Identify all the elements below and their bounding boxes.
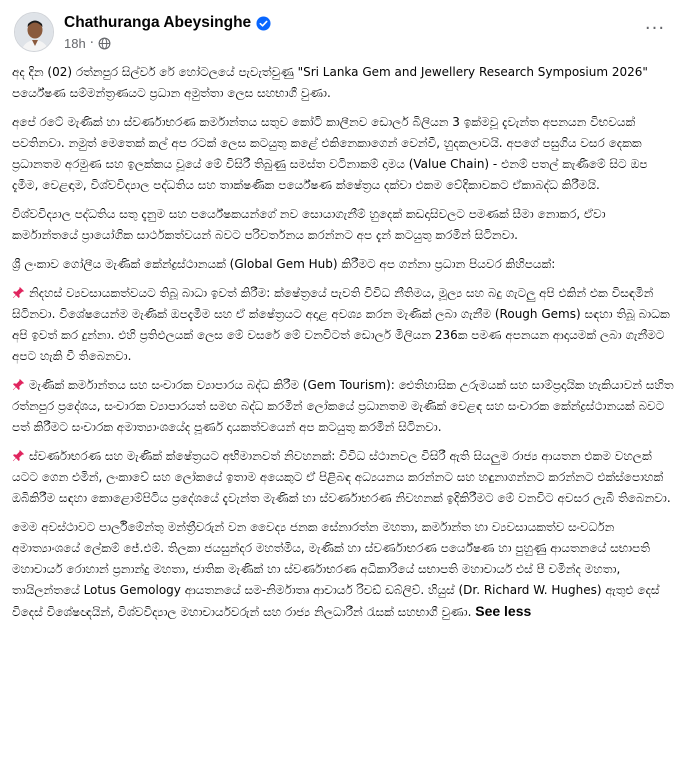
post-paragraph-bullet <box>12 446 674 509</box>
post-paragraph: අද දින (02) රත්නපුර සිල්වර් රේ හෝටලයේ පැවැත්වුණු "Sri Lanka Gem and Jewellery Research Symposium 2026" පර්යේෂණ සම්මන්ත්‍රණයට ප්‍රධාන අමුත්තා ලෙස සහභාගී වුණා. <box>12 65 648 100</box>
post-timestamp[interactable]: 18h <box>64 36 86 51</box>
more-options-icon[interactable]: ··· <box>644 17 666 39</box>
post-text <box>12 62 674 631</box>
bullet-text: ස්වර්ණාභරණ සහ මැණික් ක්ෂේත්‍රයට අභිමානවත් නිවහනක්: විවිධ ස්ථානවල විසිරී ඇති සියලුම රාජ්‍ය ආයතන එකම වහලක් යටට ගෙන එමින්, ලංකාවේ සහ ලෝකයේ ඉතාම අයෙකුට ඒ පිළිබඳ අධ්‍යයනය කරන්නට සහ හඳුනාගන්නට කරන්නට එක්ස්පොහක් ඔබිකිරීම සඳහා කොළොම්පිටිය ප්‍රදේශයේ දැවැන්ත මැණික් හා ස්වර්ණාභරණ නිවහනක් ඉදිකිරීමට මේ වනවිට අවසර ලැබී තිබෙනවා. <box>12 449 671 505</box>
pushpin-icon <box>12 449 25 462</box>
post-paragraph-bullet <box>12 283 674 367</box>
author-name[interactable]: Chathuranga Abeysinghe <box>64 14 252 31</box>
author-row <box>64 14 271 32</box>
see-less-link[interactable]: See less <box>475 603 532 619</box>
bullet-text: නිදහස් ව්‍යවසායකත්වයට තිබූ බාධා ඉවත් කිරීම: ක්ෂේත්‍රයේ පැවති විවිධ නීතිමය, මූල්‍ය සහ බදු ගැටලු අපි එකින් එක විසඳමින් සිටිනවා. විශේෂයෙන්ම මැණික් ඔපදැමීම සහ ඒ ක්ෂේත්‍රයට අදාළ අවශ්‍ය කරන මැණික් ලබා ගැනීම (Rough Gems) සඳහා තිබූ බාධක අපි ඉවත් කර දුන්නා. එහි ප්‍රතිඵලයක් ලෙස මේ වසරේ මේ වනවිටත් ඩොලර් මිලියන 236ක පමණ අපනයන ආදායමක් ලබා ගැනීමට අපට හැකි වී තිබෙනවා. <box>12 286 670 363</box>
post-paragraph <box>12 517 674 623</box>
avatar-image <box>15 13 54 52</box>
verified-badge-icon <box>256 16 271 31</box>
post-paragraph-bullet <box>12 375 674 438</box>
meta-separator: · <box>89 36 94 51</box>
globe-icon[interactable] <box>98 37 111 50</box>
post-header <box>14 12 673 56</box>
post-paragraph: විශ්වවිද්‍යාල පද්ධතිය සතු දැනුම සහ පර්යේෂකයන්ගේ නව සොයාගැනීම් හුදෙක් කඩදාසිවලට පමණක් සීමා නොකර, ඒවා කර්මාන්තයේ ප්‍රායෝගික සාර්ථකත්වයන් බවට පරිවර්තනය කරන්නට අප දැන් කටයුතු කරමින් සිටිනවා. <box>12 207 606 242</box>
post-paragraph: අපේ රටේ මැණික් හා ස්වර්ණාභරණ කර්මාන්තය සතුව කෝටි කාලීනව ඩොලර් බිලියන 3 ඉක්මවූ දැවැන්ත අපනයන විභවයක් පවතිනවා. නමුත් මෙතෙක් කල් අප රටක් ලෙස කටයුතු කළේ එකිනෙකාගෙන් වෙන්වී, හුදකලාවයි. අපගේ පසුගිය වසර දෙකක ප්‍රධානතම අරමුණ සහ ඉලක්කය වූයේ මේ විසිරී තිබුණු සමස්ත වටිනාකම් දාමය (Value Chain) - එනම් පතල් කැණීමේ සිට ඔප දැමීම, වෙළඳාම, විශ්වවිද්‍යාල පද්ධතිය සහ තාක්ෂණික පර්යේෂණ ක්ෂේත්‍රය දක්වා එකම වේදිකාවකට ඒකාබද්ධ කිරීමයි. <box>12 115 648 192</box>
pushpin-icon <box>12 286 25 299</box>
post-paragraph: ශ්‍රී ලංකාව ගෝලීය මැණික් කේන්ද්‍රස්ථානයක් (Global Gem Hub) කිරීමට අප ගන්නා ප්‍රධාන පියවර කිහිපයක්: <box>12 257 556 271</box>
avatar[interactable] <box>14 12 54 52</box>
post-meta <box>64 36 111 51</box>
pushpin-icon <box>12 378 25 391</box>
closing-text: මෙම අවස්ථාවට පාර්ලිමේන්තු මන්ත්‍රීවරුන් වන වෛද්‍ය ජනක සේනාරත්න මහතා, කර්මාන්ත හා ව්‍යවසායකත්ව සංවර්ධන අමාත්‍යාංශයේ ලේකම් ජේ.එම්. තිලකා ජයසුන්දර මහත්මිය, මැණික් හා ස්වර්ණාභරණ පර්යේෂණ හා පුහුණු ආයතනයේ සභාපති මහාචාර්ය රොහාන් ප්‍රනාන්දු මහතා, ජාතික මැණික් හා ස්වර්ණාභරණ අධිකාරියේ සභාපති මහාචාර්ය එස් පී චමින්ද මහතා, තායිලන්තයේ Lotus Gemology ආයතනයේ සම-නිර්මාතෘ ආචාර්ය රිචඩ් ඩබ්ලිව්. හියුස් (Dr. Richard W. Hughes) ඇතුළු දෙස් විදෙස් විශේෂඥයින්, විශ්වවිද්‍යාල මහාචාර්යවරුන් සහ රාජ්‍ය නිලධාරීන් රැසක් සහභාගී වුණා. <box>12 520 660 619</box>
bullet-text: මැණික් කර්මාන්තය සහ සංචාරක ව්‍යාපාරය බද්ධ කිරීම (Gem Tourism): ඓතිහාසික උරුමයක් සහ සාම්ප්‍රදායික හැකියාවන් සහිත රත්නපුර ප්‍රදේශය, සංචාරක ව්‍යාපාරයත් සමඟ බද්ධ කරමින් ලෝකයේ ප්‍රධානතම මැණික් වෙළඳ සහ සංචාරක කේන්ද්‍රස්ථානයක් බවට පත් කිරීමට සංචාරක අමාත්‍යාංශයේද පූර්ණ දායකත්වයෙන් අප කටයුතු කරමින් සිටිනවා. <box>12 378 674 434</box>
